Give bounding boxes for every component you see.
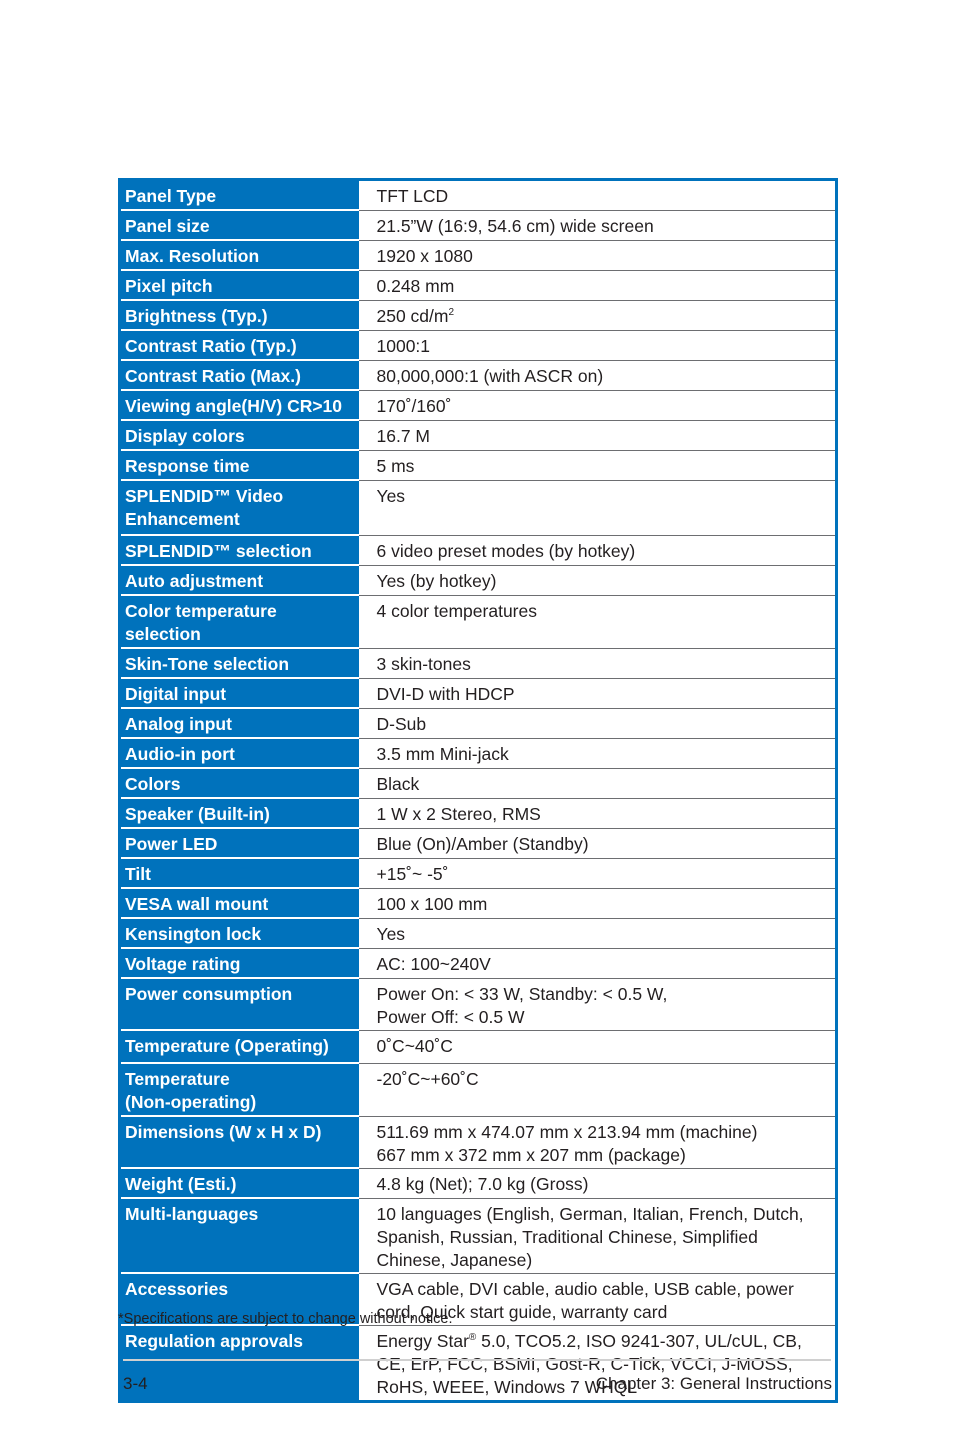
spec-label: SPLENDID™ selection	[120, 535, 359, 565]
spec-row	[120, 330, 837, 360]
spec-label: Max. Resolution	[120, 240, 359, 270]
spec-label: Pixel pitch	[120, 270, 359, 300]
spec-row	[120, 240, 837, 270]
spec-row	[120, 535, 837, 565]
spec-value: 4 color temperatures	[359, 595, 837, 648]
spec-label: Color temperature selection	[120, 595, 359, 648]
spec-row	[120, 180, 837, 211]
spec-value: -20˚C~+60˚C	[359, 1063, 837, 1116]
spec-row	[120, 420, 837, 450]
spec-row	[120, 978, 837, 1030]
spec-row	[120, 480, 837, 535]
spec-label: Regulation approvals	[120, 1325, 359, 1401]
spec-label: Kensington lock	[120, 918, 359, 948]
spec-label: Accessories	[120, 1273, 359, 1325]
spec-label: Temperature (Operating)	[120, 1030, 359, 1063]
spec-value: 1 W x 2 Stereo, RMS	[359, 798, 837, 828]
spec-value: 0.248 mm	[359, 270, 837, 300]
spec-label: Digital input	[120, 678, 359, 708]
spec-label: Colors	[120, 768, 359, 798]
spec-value: D-Sub	[359, 708, 837, 738]
spec-value: 1920 x 1080	[359, 240, 837, 270]
spec-value: Blue (On)/Amber (Standby)	[359, 828, 837, 858]
spec-label: Dimensions (W x H x D)	[120, 1116, 359, 1168]
superscript: 2	[448, 306, 455, 318]
spec-row	[120, 450, 837, 480]
spec-label: SPLENDID™ Video Enhancement	[120, 480, 359, 535]
spec-label: Weight (Esti.)	[120, 1168, 359, 1198]
spec-value: DVI-D with HDCP	[359, 678, 837, 708]
spec-label: Tilt	[120, 858, 359, 888]
spec-row	[120, 888, 837, 918]
spec-label: Power consumption	[120, 978, 359, 1030]
superscript: ®	[468, 1331, 477, 1343]
specifications-table	[118, 178, 838, 1403]
spec-value: 511.69 mm x 474.07 mm x 213.94 mm (machine) 667 mm x 372 mm x 207 mm (package)	[359, 1116, 837, 1168]
spec-value: 3 skin-tones	[359, 648, 837, 678]
spec-row	[120, 918, 837, 948]
spec-label: Auto adjustment	[120, 565, 359, 595]
spec-label: Skin-Tone selection	[120, 648, 359, 678]
spec-value: VGA cable, DVI cable, audio cable, USB cable, power cord, Quick start guide, warranty card	[359, 1273, 837, 1325]
spec-row	[120, 738, 837, 768]
spec-label: Analog input	[120, 708, 359, 738]
spec-value: Yes	[359, 480, 837, 535]
spec-label: Panel size	[120, 210, 359, 240]
spec-value: 1000:1	[359, 330, 837, 360]
spec-row	[120, 648, 837, 678]
spec-value: 10 languages (English, German, Italian, French, Dutch, Spanish, Russian, Traditional Chinese, Simplified Chinese, Japanese)	[359, 1198, 837, 1273]
spec-row	[120, 1116, 837, 1168]
spec-label: Contrast Ratio (Max.)	[120, 360, 359, 390]
spec-row	[120, 858, 837, 888]
spec-row	[120, 1198, 837, 1273]
spec-label: Panel Type	[120, 180, 359, 211]
spec-label: Speaker (Built-in)	[120, 798, 359, 828]
spec-row	[120, 1030, 837, 1063]
footer-divider	[123, 1359, 831, 1361]
spec-row	[120, 595, 837, 648]
spec-value: Yes (by hotkey)	[359, 565, 837, 595]
spec-label: Audio-in port	[120, 738, 359, 768]
spec-label: Power LED	[120, 828, 359, 858]
spec-value: 6 video preset modes (by hotkey)	[359, 535, 837, 565]
spec-label: Voltage rating	[120, 948, 359, 978]
page-number: 3-4	[123, 1374, 148, 1393]
spec-label: Contrast Ratio (Typ.)	[120, 330, 359, 360]
spec-value: 0˚C~40˚C	[359, 1030, 837, 1063]
spec-value: 100 x 100 mm	[359, 888, 837, 918]
spec-label: Brightness (Typ.)	[120, 300, 359, 330]
spec-row	[120, 360, 837, 390]
spec-value: 3.5 mm Mini-jack	[359, 738, 837, 768]
spec-row	[120, 828, 837, 858]
spec-row	[120, 948, 837, 978]
spec-label: Multi-languages	[120, 1198, 359, 1273]
spec-value: Yes	[359, 918, 837, 948]
spec-value: AC: 100~240V	[359, 948, 837, 978]
spec-value: 21.5”W (16:9, 54.6 cm) wide screen	[359, 210, 837, 240]
spec-value: 5 ms	[359, 450, 837, 480]
spec-value: Power On: < 33 W, Standby: < 0.5 W, Power Off: < 0.5 W	[359, 978, 837, 1030]
spec-row	[120, 210, 837, 240]
specifications-table-body	[120, 180, 837, 1402]
spec-label: Temperature (Non-operating)	[120, 1063, 359, 1116]
spec-row	[120, 1168, 837, 1198]
spec-value: Black	[359, 768, 837, 798]
spec-label: Display colors	[120, 420, 359, 450]
spec-value: 16.7 M	[359, 420, 837, 450]
spec-row	[120, 1063, 837, 1116]
spec-value: Energy Star® 5.0, TCO5.2, ISO 9241-307, UL/cUL, CB, CE, ErP, FCC, BSMI, Gost-R, C-Tick, VCCI, J-MOSS, RoHS, WEEE, Windows 7 WHQL	[359, 1325, 837, 1401]
spec-row	[120, 565, 837, 595]
spec-row	[120, 768, 837, 798]
spec-label: VESA wall mount	[120, 888, 359, 918]
chapter-title: Chapter 3: General Instructions	[595, 1374, 832, 1393]
spec-label: Response time	[120, 450, 359, 480]
spec-row	[120, 300, 837, 330]
spec-row	[120, 390, 837, 420]
spec-row	[120, 708, 837, 738]
spec-row	[120, 798, 837, 828]
spec-value: 170˚/160˚	[359, 390, 837, 420]
spec-value: 4.8 kg (Net); 7.0 kg (Gross)	[359, 1168, 837, 1198]
spec-value: 250 $cd/m^2$	[359, 300, 837, 330]
footnote: *Specifications are subject to change without notice.	[118, 1311, 453, 1327]
spec-value: +15˚~ -5˚	[359, 858, 837, 888]
spec-label: Viewing angle(H/V) CR>10	[120, 390, 359, 420]
spec-row	[120, 678, 837, 708]
spec-value: TFT LCD	[359, 180, 837, 211]
spec-row	[120, 270, 837, 300]
spec-value: 80,000,000:1 (with ASCR on)	[359, 360, 837, 390]
